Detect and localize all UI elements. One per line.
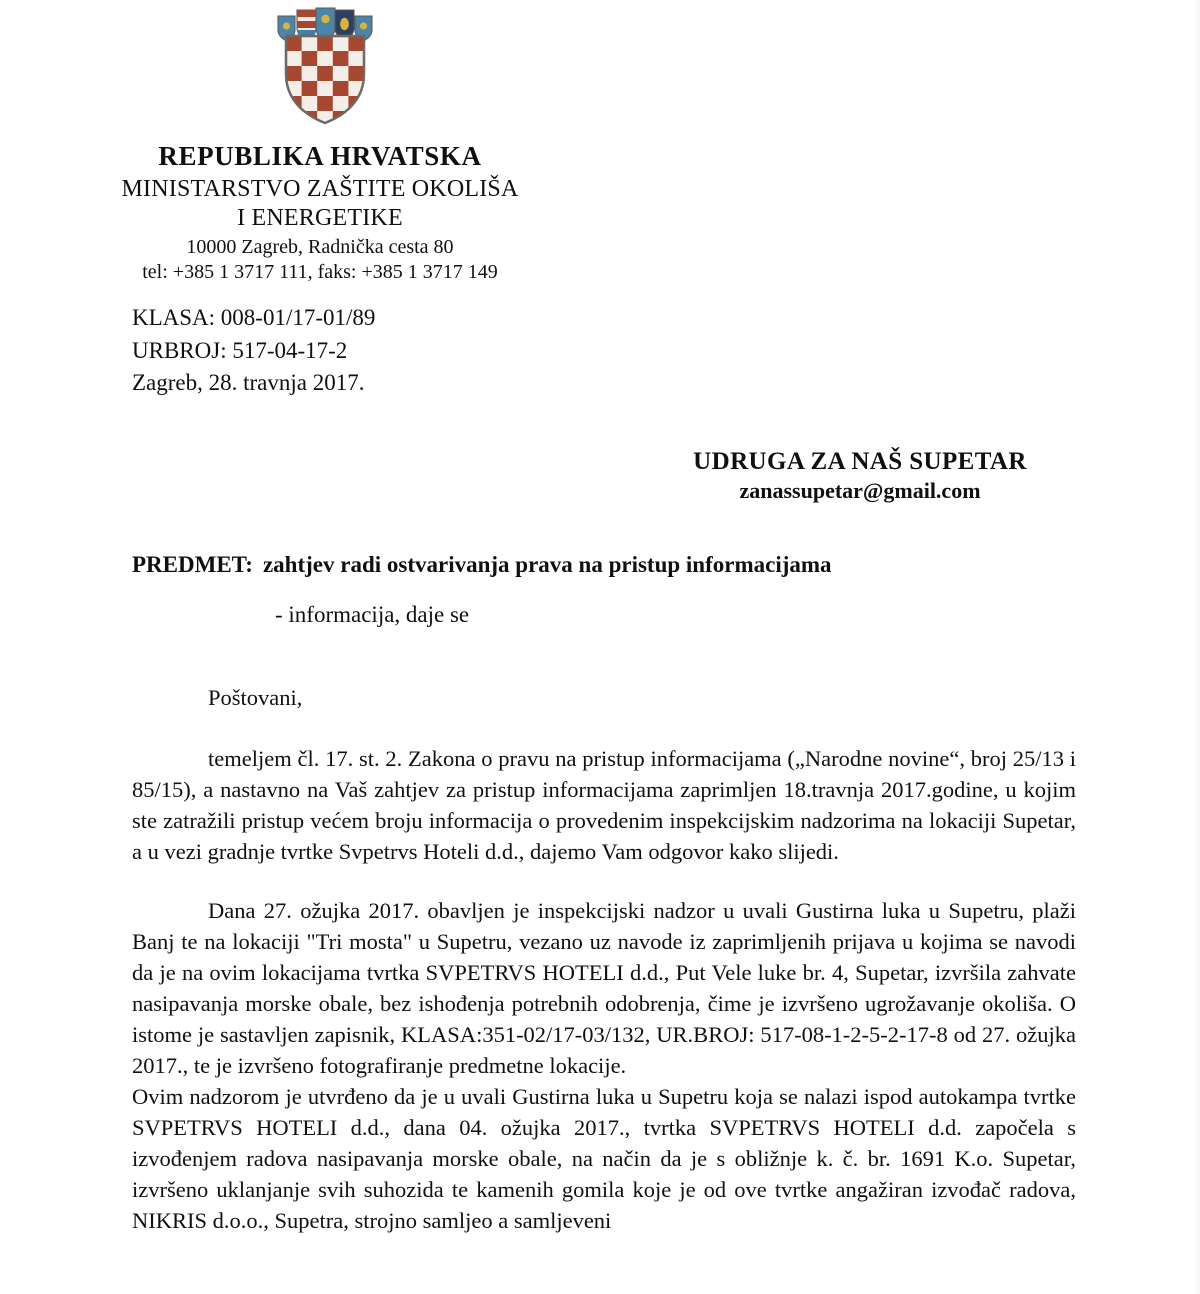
letterhead-address: 10000 Zagreb, Radnička cesta 80 xyxy=(186,236,454,259)
urbroj-line: URBROJ: 517-04-17-2 xyxy=(132,337,348,363)
greeting: Poštovani, xyxy=(208,685,303,710)
body-paragraph-2: Dana 27. ožujka 2017. obavljen je inspekcijski nadzor u uvali Gustirna luka u Supetru, plaži Banj te na lokaciji "Tri mosta" u Supetru, vezano uz navode iz zaprimljenih prijava u kojima se navodi da je na ovim lokacijama tvrtka SVPETRVS HOTELI d.d., Put Vele luke br. 4, Supetar, izvršila zahvate nasipavanja morske obale, bez ishođenja potrebnih odobrenja, čime je izvršeno ugrožavanje okoliša. O istome je sastavljen zapisnik, KLASA:351-02/17-03/132, UR.BROJ: 517-08-1-2-5-2-17-8 od 27. ožujka 2017., te je izvršeno fotografiranje predmetne lokacije. xyxy=(132,898,1076,1078)
scan-edge-artifact xyxy=(1194,0,1200,1294)
letterhead-ministry-line-1: MINISTARSTVO ZAŠTITE OKOLIŠA xyxy=(121,175,519,202)
paragraph-spacer xyxy=(132,867,1076,895)
recipient-block xyxy=(600,448,1120,504)
recipient-email: zanassupetar@gmail.com xyxy=(739,478,981,503)
letterhead-country: REPUBLIKA HRVATSKA xyxy=(158,141,482,171)
subject-subtitle: - informacija, daje se xyxy=(275,602,470,627)
subject-text: zahtjev radi ostvarivanja prava na pristup informacijama xyxy=(262,552,832,577)
place-date-line: Zagreb, 28. travnja 2017. xyxy=(132,370,365,396)
body-paragraph-3: Ovim nadzorom je utvrđeno da je u uvali Gustirna luka u Supetru koja se nalazi ispod autokampa tvrtke SVPETRVS HOTELI d.d., dana 04. ožujka 2017., tvrtka SVPETRVS HOTELI d.d. započela s izvođenjem radova nasipavanja morske obale, na način da je s obližnje k. č. br. 1691 K.o. Supetar, izvršeno uklanjanje svih suhozida te kamenih gomila koje je od ove tvrtke angažiran izvođač radova, NIKRIS d.o.o., Supetra, strojno samljeo a samljeveni xyxy=(132,1084,1076,1233)
klasa-line: KLASA: 008-01/17-01/89 xyxy=(132,305,376,330)
recipient-name: UDRUGA ZA NAŠ SUPETAR xyxy=(693,448,1027,475)
letterhead-ministry-line-2: I ENERGETIKE xyxy=(237,205,403,232)
reference-block xyxy=(132,302,375,400)
letterhead xyxy=(0,140,640,284)
letter-body xyxy=(132,682,1076,1236)
subject-label: PREDMET: xyxy=(132,552,253,577)
croatian-coat-of-arms-icon xyxy=(268,2,382,126)
body-paragraph-1: temeljem čl. 17. st. 2. Zakona o pravu na pristup informacijama („Narodne novine“, broj 25/13 i 85/15), a nastavno na Vaš zahtjev za pristup informacijama zaprimljen 18.travnja 2017.godine, u kojim ste zatražili pristup većem broju informacija o provedenim inspekcijskim nadzorima na lokaciji Supetar, a u vezi gradnje tvrtke Svpetrvs Hoteli d.d., dajemo Vam odgovor kako slijedi. xyxy=(132,746,1076,864)
letterhead-phone: tel: +385 1 3717 111, faks: +385 1 3717 149 xyxy=(142,260,498,283)
subject-line xyxy=(132,552,832,578)
